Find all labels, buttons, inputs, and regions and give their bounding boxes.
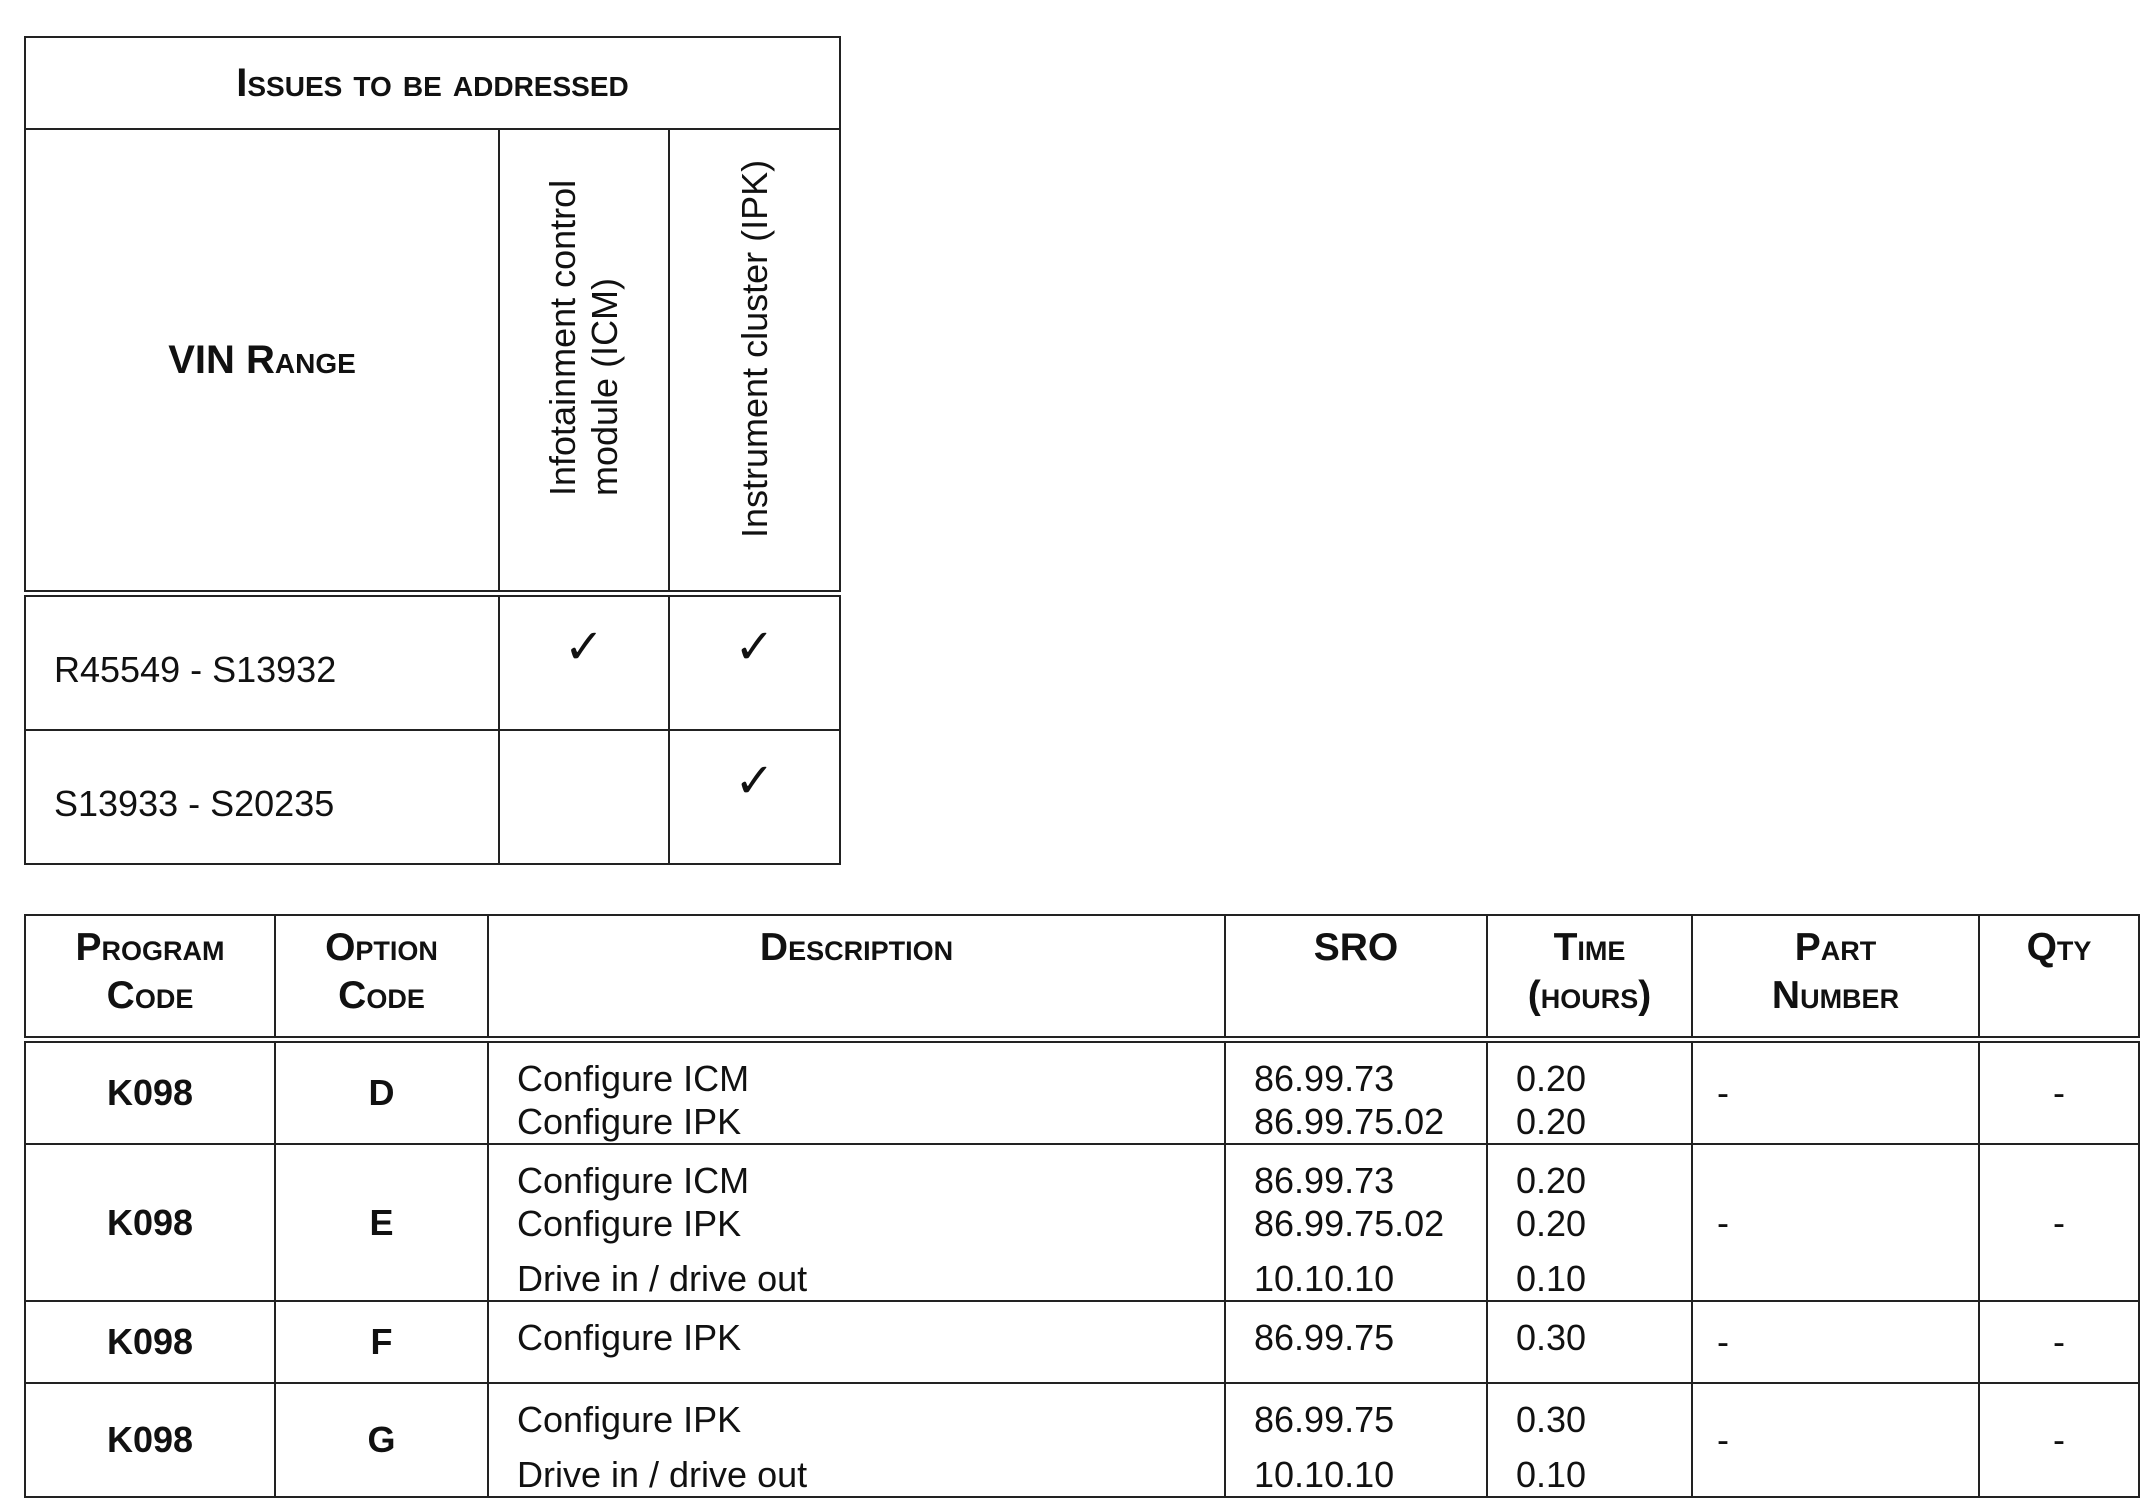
checkmark-icon: ✓ xyxy=(499,594,669,731)
time-header xyxy=(1487,915,1692,1040)
table-row xyxy=(25,1144,2139,1301)
time-line: 0.20 xyxy=(1516,1101,1587,1142)
part-number-cell: - xyxy=(1692,1144,1979,1301)
header-line: Number xyxy=(1771,974,1900,1017)
time-line: 0.30 xyxy=(1516,1317,1587,1358)
description-line: Configure ICM xyxy=(517,1058,750,1099)
part-number-cell: - xyxy=(1692,1301,1979,1383)
vin-range-cell: S13933 - S20235 xyxy=(25,730,499,864)
sro-line: 86.99.75 xyxy=(1254,1399,1395,1440)
time-line: 0.30 xyxy=(1516,1399,1587,1440)
sro-line: 86.99.73 xyxy=(1254,1160,1395,1201)
sro-cell xyxy=(1225,1301,1487,1383)
description-line: Configure IPK xyxy=(517,1399,742,1440)
vin-row xyxy=(25,730,840,864)
option-code-cell: E xyxy=(275,1144,488,1301)
description-line: Drive in / drive out xyxy=(517,1454,808,1495)
description-cell xyxy=(488,1301,1225,1383)
time-line: 0.20 xyxy=(1516,1058,1587,1099)
table-row xyxy=(25,1383,2139,1497)
header-line: Code xyxy=(106,974,194,1017)
program-code-cell: K098 xyxy=(25,1301,275,1383)
time-line: 0.20 xyxy=(1516,1203,1587,1244)
description-cell xyxy=(488,1383,1225,1497)
sro-line: 10.10.10 xyxy=(1254,1454,1395,1495)
vin-range-cell: R45549 - S13932 xyxy=(25,594,499,731)
program-table xyxy=(24,914,2140,1498)
sro-header: SRO xyxy=(1225,915,1487,1040)
description-line: Configure IPK xyxy=(517,1203,742,1244)
header-line: Time xyxy=(1553,926,1626,969)
time-cell xyxy=(1487,1383,1692,1497)
program-code-cell: K098 xyxy=(25,1040,275,1145)
option-code-cell: G xyxy=(275,1383,488,1497)
sro-cell xyxy=(1225,1040,1487,1145)
time-line: 0.20 xyxy=(1516,1160,1587,1201)
empty-check-cell xyxy=(499,730,669,864)
sro-line: 86.99.75.02 xyxy=(1254,1203,1445,1244)
option-code-cell: D xyxy=(275,1040,488,1145)
time-cell xyxy=(1487,1040,1692,1145)
program-code-header xyxy=(25,915,275,1040)
qty-cell: - xyxy=(1979,1383,2139,1497)
table-row xyxy=(25,1040,2139,1145)
description-line: Configure IPK xyxy=(517,1101,742,1142)
qty-header: Qty xyxy=(1979,915,2139,1040)
sro-cell xyxy=(1225,1383,1487,1497)
sro-cell xyxy=(1225,1144,1487,1301)
issues-table-title: Issues to be addressed xyxy=(25,37,840,129)
sro-line: 86.99.73 xyxy=(1254,1058,1395,1099)
header-line: Program xyxy=(75,926,225,969)
sro-line: 86.99.75.02 xyxy=(1254,1101,1445,1142)
icm-column-header xyxy=(499,129,669,594)
ipk-header-text: Instrument cluster (IPK) xyxy=(733,159,775,538)
vin-row xyxy=(25,594,840,731)
part-number-header xyxy=(1692,915,1979,1040)
header-line: Option xyxy=(325,926,438,969)
description-line: Configure IPK xyxy=(517,1317,742,1358)
header-line: Code xyxy=(338,974,425,1017)
issues-table xyxy=(24,36,841,865)
description-cell xyxy=(488,1144,1225,1301)
part-number-cell: - xyxy=(1692,1040,1979,1145)
icm-header-line2: module (ICM) xyxy=(584,277,625,496)
option-code-cell: F xyxy=(275,1301,488,1383)
description-line: Drive in / drive out xyxy=(517,1258,808,1299)
sro-line: 86.99.75 xyxy=(1254,1317,1395,1358)
qty-cell: - xyxy=(1979,1144,2139,1301)
time-cell xyxy=(1487,1301,1692,1383)
program-code-cell: K098 xyxy=(25,1144,275,1301)
time-cell xyxy=(1487,1144,1692,1301)
qty-cell: - xyxy=(1979,1040,2139,1145)
part-number-cell: - xyxy=(1692,1383,1979,1497)
program-code-cell: K098 xyxy=(25,1383,275,1497)
vin-range-header: VIN Range xyxy=(25,129,499,594)
icm-header-line1: Infotainment control xyxy=(542,179,583,496)
description-line: Configure ICM xyxy=(517,1160,750,1201)
time-line: 0.10 xyxy=(1516,1454,1587,1495)
program-table-header xyxy=(25,915,2139,1040)
time-line: 0.10 xyxy=(1516,1258,1587,1299)
header-line: (hours) xyxy=(1527,974,1652,1017)
header-line: Part xyxy=(1794,926,1877,969)
description-header: Description xyxy=(488,915,1225,1040)
ipk-column-header xyxy=(669,129,840,594)
option-code-header xyxy=(275,915,488,1040)
sro-line: 10.10.10 xyxy=(1254,1258,1395,1299)
qty-cell: - xyxy=(1979,1301,2139,1383)
description-cell xyxy=(488,1040,1225,1145)
table-row xyxy=(25,1301,2139,1383)
checkmark-icon: ✓ xyxy=(669,594,840,731)
checkmark-icon: ✓ xyxy=(669,730,840,864)
